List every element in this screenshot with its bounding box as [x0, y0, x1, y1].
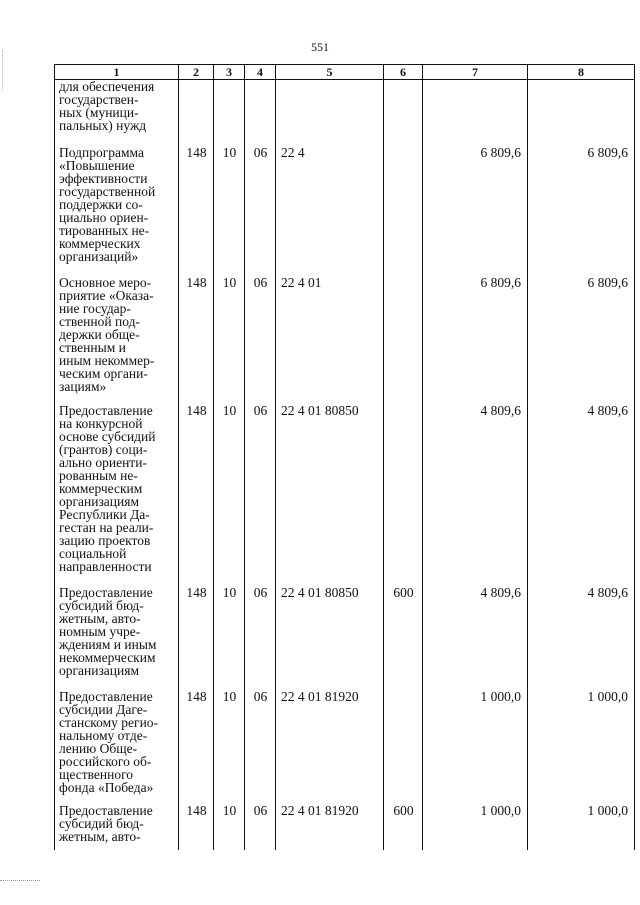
- description-line: ческим органи-: [59, 365, 148, 381]
- cell-ministry-code: 148: [179, 690, 214, 804]
- description-line: субсидий бюд-: [59, 597, 144, 613]
- row-description: [55, 404, 179, 586]
- scan-artifact-left: [2, 50, 3, 90]
- cell-ministry-code: 148: [179, 276, 214, 404]
- description-line: поддержки со-: [59, 196, 143, 212]
- table-body: [55, 80, 635, 850]
- table-row: [55, 804, 635, 850]
- description-line: щественного: [59, 766, 134, 782]
- description-line: организациям: [59, 493, 140, 509]
- cell-target-article: 22 4 01 81920: [276, 804, 384, 850]
- description-line: для обеспечения: [59, 79, 155, 94]
- description-line: на конкурсной: [59, 415, 143, 431]
- description-line: некоммерческим: [59, 649, 156, 665]
- cell-section: 10: [214, 404, 245, 586]
- description-line: организаций»: [59, 248, 139, 264]
- description-line: организациям: [59, 662, 140, 678]
- cell-amount-approved: 1 000,0: [423, 804, 528, 850]
- cell-amount-approved: [423, 80, 528, 146]
- description-line: Республики Да-: [59, 506, 150, 522]
- cell-amount-approved: 6 809,6: [423, 276, 528, 404]
- cell-expense-type: [384, 80, 423, 146]
- table-row: [55, 146, 635, 276]
- description-line: держки обще-: [59, 326, 140, 342]
- table-row: [55, 690, 635, 804]
- description-line: жетным, авто-: [59, 828, 141, 844]
- cell-ministry-code: 148: [179, 804, 214, 850]
- cell-subsection: 06: [245, 146, 276, 276]
- row-description: [55, 690, 179, 804]
- cell-amount-approved: 1 000,0: [423, 690, 528, 804]
- cell-amount-total: 1 000,0: [528, 804, 635, 850]
- description-line: зациям»: [59, 378, 107, 394]
- cell-section: 10: [214, 146, 245, 276]
- description-line: Предоставление: [59, 688, 153, 704]
- column-header-4: 4: [245, 65, 276, 80]
- description-line: ально ориенти-: [59, 454, 147, 470]
- description-line: «Повышение: [59, 157, 135, 173]
- cell-amount-total: [528, 80, 635, 146]
- table-row: [55, 80, 635, 146]
- description-line: пальных) нужд: [59, 118, 147, 133]
- cell-section: 10: [214, 586, 245, 690]
- cell-target-article: 22 4 01 80850: [276, 586, 384, 690]
- cell-expense-type: 600: [384, 586, 423, 690]
- description-line: государственной: [59, 183, 156, 199]
- cell-ministry-code: 148: [179, 586, 214, 690]
- cell-target-article: 22 4 01 81920: [276, 690, 384, 804]
- row-description: [55, 80, 179, 146]
- description-line: направленности: [59, 558, 152, 574]
- row-description: [55, 804, 179, 850]
- description-line: эффективности: [59, 170, 148, 186]
- cell-ministry-code: 148: [179, 146, 214, 276]
- cell-subsection: [245, 80, 276, 146]
- description-line: ние государ-: [59, 300, 131, 316]
- cell-amount-total: 1 000,0: [528, 690, 635, 804]
- column-header-3: 3: [214, 65, 245, 80]
- cell-amount-total: 4 809,6: [528, 586, 635, 690]
- table-header-row: [55, 65, 635, 80]
- cell-amount-approved: 4 809,6: [423, 586, 528, 690]
- row-description: [55, 276, 179, 404]
- cell-section: 10: [214, 276, 245, 404]
- description-line: государствен-: [59, 92, 139, 107]
- description-line: рованным не-: [59, 467, 138, 483]
- cell-expense-type: 600: [384, 804, 423, 850]
- column-header-1: 1: [55, 65, 179, 80]
- cell-ministry-code: [179, 80, 214, 146]
- description-line: субсидии Даге-: [59, 701, 148, 717]
- description-line: зацию проектов: [59, 532, 151, 548]
- description-line: российского об-: [59, 753, 152, 769]
- description-line: социальной: [59, 545, 127, 561]
- column-header-5: 5: [276, 65, 384, 80]
- cell-ministry-code: 148: [179, 404, 214, 586]
- column-header-6: 6: [384, 65, 423, 80]
- description-line: станскому регио-: [59, 714, 159, 730]
- table-row: [55, 586, 635, 690]
- cell-target-article: 22 4: [276, 146, 384, 276]
- description-line: Предоставление: [59, 402, 153, 418]
- description-line: приятие «Оказа-: [59, 287, 154, 303]
- cell-target-article: [276, 80, 384, 146]
- description-line: ственной под-: [59, 313, 140, 329]
- description-line: лению Обще-: [59, 740, 138, 756]
- cell-amount-total: 6 809,6: [528, 146, 635, 276]
- cell-expense-type: [384, 404, 423, 586]
- cell-amount-approved: 4 809,6: [423, 404, 528, 586]
- cell-subsection: 06: [245, 276, 276, 404]
- row-description: [55, 146, 179, 276]
- description-line: иным некоммер-: [59, 352, 155, 368]
- cell-subsection: 06: [245, 804, 276, 850]
- row-description: [55, 586, 179, 690]
- description-line: (грантов) соци-: [59, 441, 148, 457]
- scan-artifact-bottom: [0, 880, 40, 881]
- page-number: 551: [311, 40, 329, 54]
- cell-amount-total: 6 809,6: [528, 276, 635, 404]
- column-header-8: 8: [528, 65, 635, 80]
- cell-expense-type: [384, 146, 423, 276]
- table-row: [55, 276, 635, 404]
- description-line: коммерческим: [59, 480, 143, 496]
- description-line: ждениям и иным: [59, 636, 157, 652]
- cell-target-article: 22 4 01 80850: [276, 404, 384, 586]
- cell-section: 10: [214, 804, 245, 850]
- table-row: [55, 404, 635, 586]
- cell-subsection: 06: [245, 586, 276, 690]
- column-header-2: 2: [179, 65, 214, 80]
- cell-expense-type: [384, 690, 423, 804]
- cell-expense-type: [384, 276, 423, 404]
- cell-subsection: 06: [245, 404, 276, 586]
- description-line: коммерческих: [59, 235, 141, 251]
- description-line: ственным и: [59, 339, 126, 355]
- description-line: Предоставление: [59, 584, 153, 600]
- description-line: тированных не-: [59, 222, 150, 238]
- column-header-7: 7: [423, 65, 528, 80]
- description-line: Основное меро-: [59, 274, 152, 290]
- description-line: жетным, авто-: [59, 610, 141, 626]
- description-line: Подпрограмма: [59, 144, 144, 160]
- description-line: циально ориен-: [59, 209, 149, 225]
- description-line: ных (муници-: [59, 105, 139, 120]
- cell-target-article: 22 4 01: [276, 276, 384, 404]
- description-line: фонда «Победа»: [59, 779, 154, 795]
- cell-amount-approved: 6 809,6: [423, 146, 528, 276]
- description-line: нальному отде-: [59, 727, 148, 743]
- description-line: гестан на реали-: [59, 519, 154, 535]
- cell-section: 10: [214, 690, 245, 804]
- description-line: основе субсидий: [59, 428, 156, 444]
- cell-subsection: 06: [245, 690, 276, 804]
- description-line: номным учре-: [59, 623, 141, 639]
- budget-table: [54, 64, 635, 850]
- description-line: Предоставление: [59, 802, 153, 818]
- cell-amount-total: 4 809,6: [528, 404, 635, 586]
- cell-section: [214, 80, 245, 146]
- description-line: субсидий бюд-: [59, 815, 144, 831]
